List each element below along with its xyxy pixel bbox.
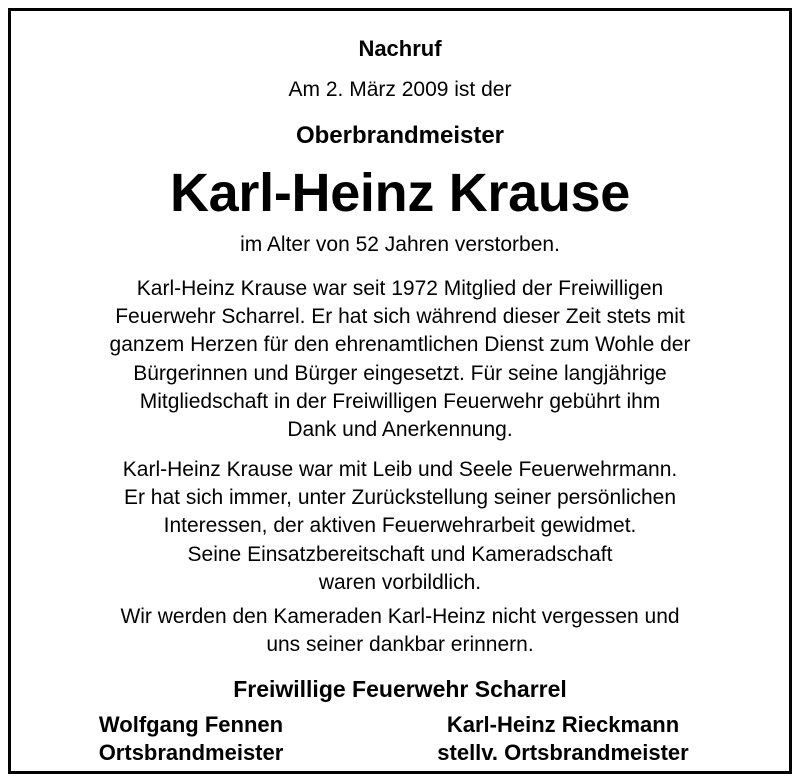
paragraph-line: Wir werden den Kameraden Karl-Heinz nicht vergessen und bbox=[120, 605, 680, 628]
signatory-name: Wolfgang Fennen bbox=[98, 712, 284, 737]
deceased-name: Karl-Heinz Krause bbox=[169, 163, 631, 223]
age-line: im Alter von 52 Jahren verstorben. bbox=[240, 233, 560, 256]
paragraph-line: Interessen, der aktiven Feuerwehrarbeit gewidmet. bbox=[163, 514, 637, 538]
paragraph-line: Dank und Anerkennung. bbox=[287, 418, 513, 442]
signatory-title: Ortsbrandmeister bbox=[98, 740, 284, 765]
paragraph-line: Feuerwehr Scharrel. Er hat sich während dieser Zeit stets mit bbox=[115, 305, 685, 329]
rank-title: Oberbrandmeister bbox=[295, 122, 505, 149]
paragraph-line: Karl-Heinz Krause war mit Leib und Seele Feuerwehrmann. bbox=[122, 458, 678, 481]
obituary-content bbox=[11, 11, 789, 771]
paragraph-line: uns seiner dankbar erinnern. bbox=[266, 633, 534, 657]
intro-line: Am 2. März 2009 ist der bbox=[288, 78, 512, 101]
paragraph-line: waren vorbildlich. bbox=[318, 570, 482, 594]
paragraph-line: Bürgerinnen und Bürger eingesetzt. Für seine langjährige bbox=[133, 361, 667, 385]
signatory-title: stellv. Ortsbrandmeister bbox=[437, 740, 689, 765]
signatory-right bbox=[413, 711, 713, 767]
paragraph-remembrance bbox=[11, 603, 789, 659]
paragraph-line: ganzem Herzen für den ehrenamtlichen Dienst zum Wohle der bbox=[109, 333, 691, 357]
signatory-left bbox=[61, 711, 321, 767]
paragraph-line: Er hat sich immer, unter Zurückstellung seiner persönlichen bbox=[123, 486, 677, 510]
paragraph-dedication bbox=[11, 456, 789, 597]
paragraph-line: Karl-Heinz Krause war seit 1972 Mitglied der Freiwilligen bbox=[136, 277, 664, 300]
paragraph-line: Mitgliedschaft in der Freiwilligen Feuerwehr gebührt ihm bbox=[139, 389, 661, 413]
paragraph-line: Seine Einsatzbereitschaft und Kameradschaft bbox=[187, 542, 613, 566]
signatory-name: Karl-Heinz Rieckmann bbox=[446, 712, 680, 737]
obituary-heading: Nachruf bbox=[358, 36, 442, 61]
paragraph-membership bbox=[11, 275, 789, 444]
organization-name: Freiwillige Feuerwehr Scharrel bbox=[233, 676, 567, 702]
obituary-frame bbox=[8, 8, 792, 774]
